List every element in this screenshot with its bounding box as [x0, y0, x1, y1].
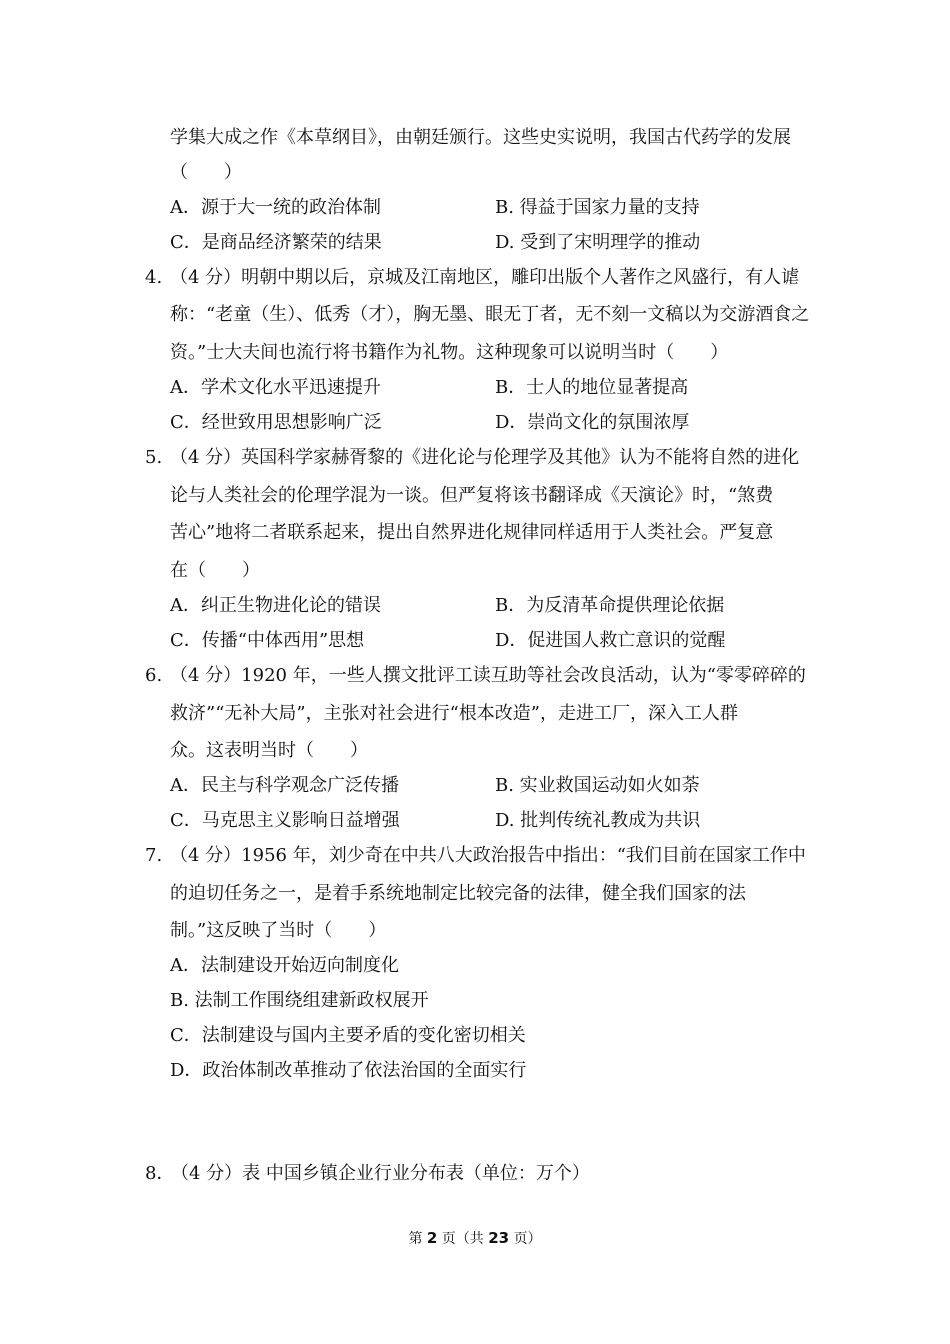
q8-stem-line-1 — [145, 1162, 590, 1186]
q7-stem-line-1 — [145, 844, 806, 868]
q5-stem-line-2: 论与人类社会的伦理学混为一谈。但严复将该书翻译成《天演论》时，“煞费 — [170, 485, 774, 506]
q7-number: 7. — [145, 845, 163, 866]
q7-option-d: D．政治体制改革推动了依法治国的全面实行 — [170, 1060, 527, 1081]
footer-prefix: 第 — [408, 1231, 423, 1247]
q5-text-1: （4 分）英国科学家赫胥黎的《进化论与伦理学及其他》认为不能将自然的进化 — [170, 447, 800, 468]
q7-text-1: （4 分）1956 年，刘少奇在中共八大政治报告中指出：“我们目前在国家工作中 — [170, 845, 806, 866]
q5-option-b: B．为反清革命提供理论依据 — [495, 595, 725, 616]
footer-middle: 页（共 — [441, 1231, 484, 1247]
q4-number: 4. — [145, 267, 163, 288]
q5-option-d: D．促进国人救亡意识的觉醒 — [495, 630, 726, 651]
q3-option-b: B. 得益于国家力量的支持 — [495, 197, 700, 218]
q5-option-c: C．传播“中体西用”思想 — [170, 630, 365, 651]
q8-text-1: （4 分）表 中国乡镇企业行业分布表（单位：万个） — [171, 1163, 590, 1184]
q6-stem-line-3: 众。这表明当时（ ） — [170, 740, 368, 761]
q3-stem-line-1: 学集大成之作《本草纲目》，由朝廷颁行。这些史实说明，我国古代药学的发展 — [170, 127, 791, 148]
page-footer — [0, 1228, 950, 1249]
q5-stem-line-3: 苦心”地将二者联系起来，提出自然界进化规律同样适用于人类社会。严复意 — [170, 522, 774, 543]
q4-option-a: A．学术文化水平迅速提升 — [170, 377, 381, 398]
footer-total-pages: 23 — [488, 1229, 510, 1247]
q6-text-1: （4 分）1920 年，一些人撰文批评工读互助等社会改良活动，认为“零零碎碎的 — [170, 665, 806, 686]
q7-option-b: B. 法制工作围绕组建新政权展开 — [170, 990, 429, 1011]
q6-option-c: C．马克思主义影响日益增强 — [170, 810, 400, 831]
q4-option-b: B．士人的地位显著提高 — [495, 377, 689, 398]
q4-option-c: C．经世致用思想影响广泛 — [170, 412, 382, 433]
q6-stem-line-1 — [145, 664, 806, 688]
q3-option-d: D. 受到了宋明理学的推动 — [495, 232, 701, 253]
q4-stem-line-1 — [145, 266, 799, 290]
q7-option-c: C．法制建设与国内主要矛盾的变化密切相关 — [170, 1025, 526, 1046]
q5-stem-line-4: 在（ ） — [170, 560, 260, 581]
q6-stem-line-2: 救济”“无补大局”，主张对社会进行“根本改造”，走进工厂，深入工人群 — [170, 703, 739, 724]
q7-stem-line-3: 制。”这反映了当时（ ） — [170, 920, 387, 941]
q6-number: 6. — [145, 665, 163, 686]
q8-number: 8． — [145, 1163, 175, 1184]
q4-text-1: （4 分）明朝中期以后，京城及江南地区，雕印出版个人著作之风盛行，有人谑 — [170, 267, 800, 288]
q7-stem-line-2: 的迫切任务之一，是着手系统地制定比较完备的法律，健全我们国家的法 — [170, 883, 746, 904]
q5-stem-line-1 — [145, 446, 799, 470]
q3-option-c: C．是商品经济繁荣的结果 — [170, 232, 382, 253]
q7-option-a: A．法制建设开始迈向制度化 — [170, 955, 399, 976]
q6-option-a: A．民主与科学观念广泛传播 — [170, 775, 399, 796]
q4-stem-line-2: 称：“老童（生）、低秀（才），胸无墨、眼无丁者，无不刻一文稿以为交游酒食之 — [170, 304, 810, 325]
q5-option-a: A．纠正生物进化论的错误 — [170, 595, 381, 616]
footer-suffix: 页） — [513, 1231, 542, 1247]
q6-option-d: D. 批判传统礼教成为共识 — [495, 810, 701, 831]
q3-answer-blank: （ ） — [170, 162, 242, 183]
q6-option-b: B. 实业救国运动如火如荼 — [495, 775, 700, 796]
q4-option-d: D．崇尚文化的氛围浓厚 — [495, 412, 690, 433]
q4-stem-line-3: 资。”士大夫间也流行将书籍作为礼物。这种现象可以说明当时（ ） — [170, 342, 729, 363]
footer-page-number: 2 — [426, 1229, 438, 1247]
q3-option-a: A．源于大一统的政治体制 — [170, 197, 381, 218]
q5-number: 5. — [145, 447, 163, 468]
